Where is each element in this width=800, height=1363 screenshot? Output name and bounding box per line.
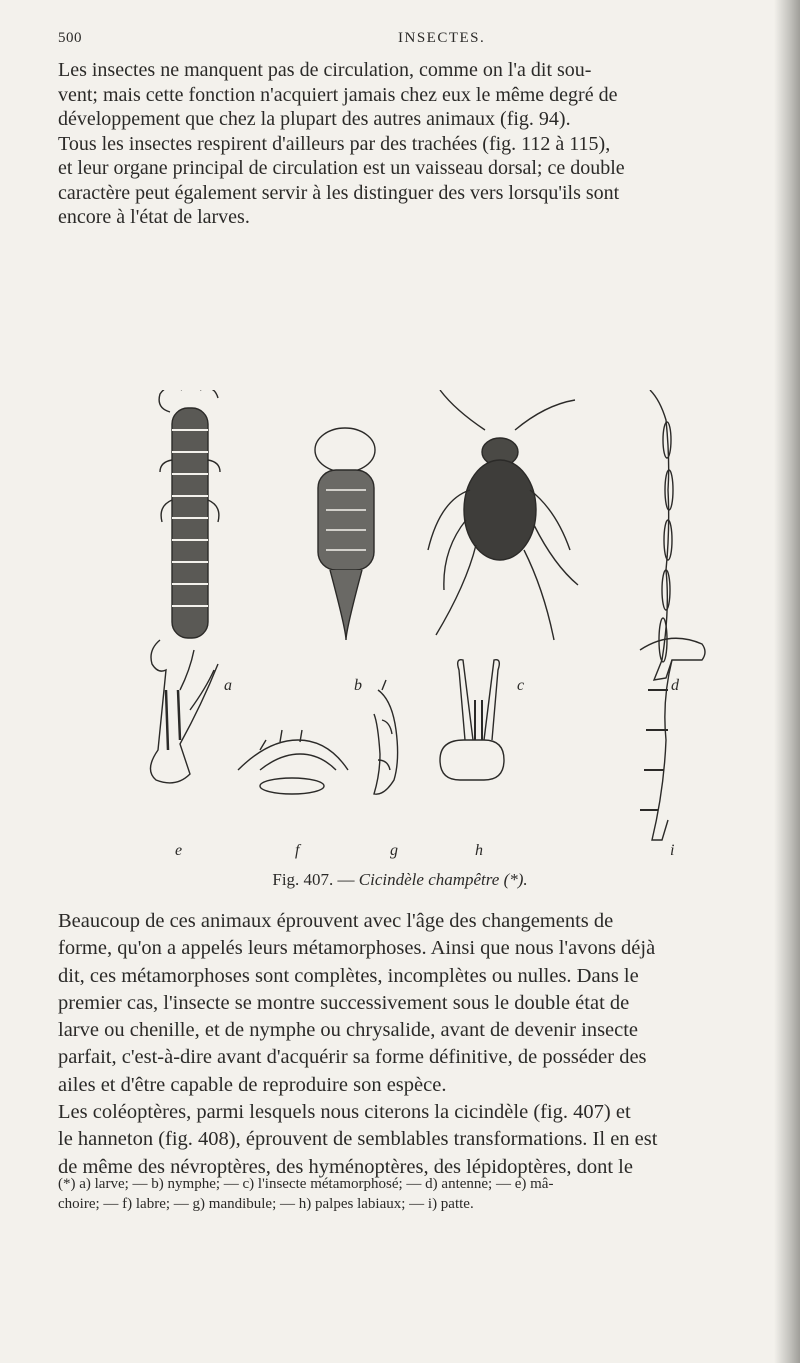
text-line: le hanneton (fig. 408), éprouvent de semblables transformations. Il en est bbox=[58, 1128, 658, 1151]
text-line: vent; mais cette fonction n'acquiert jamais chez eux le même degré de bbox=[58, 83, 618, 106]
figure-caption bbox=[0, 870, 800, 890]
text-line: Les coléoptères, parmi lesquels nous citerons la cicindèle (fig. 407) et bbox=[58, 1101, 631, 1124]
figure-letter-e: e bbox=[175, 842, 183, 859]
maxilla-drawing bbox=[150, 640, 218, 783]
text-line: ailes et d'être capable de reproduire son espèce. bbox=[58, 1073, 447, 1096]
figure-cicindele bbox=[120, 390, 740, 860]
text-line: développement que chez la plupart des autres animaux (fig. 94). bbox=[58, 108, 571, 130]
text-line: Tous les insectes respirent d'ailleurs par des trachées (fig. 112 à 115), bbox=[58, 132, 611, 155]
figure-letter-h: h bbox=[475, 842, 483, 859]
mandible-drawing bbox=[374, 680, 398, 794]
footnote-line: (*) a) larve; — b) nymphe; — c) l'insecte métamorphosé; — d) antenne; — e) mâ- bbox=[58, 1176, 554, 1192]
figure-letter-b: b bbox=[354, 677, 362, 694]
nymph-drawing bbox=[315, 428, 375, 640]
paragraph-metamorphoses bbox=[58, 908, 770, 1181]
figure-letter-a: a bbox=[224, 677, 232, 694]
larva-drawing bbox=[159, 390, 220, 638]
paragraph-circulation bbox=[58, 58, 770, 230]
text-line: dit, ces métamorphoses sont complètes, incomplètes ou nulles. Dans le bbox=[58, 964, 639, 987]
text-line: Les insectes ne manquent pas de circulation, comme on l'a dit sou- bbox=[58, 59, 592, 81]
footnote-line: choire; — f) labre; — g) mandibule; — h) palpes labiaux; — i) patte. bbox=[58, 1196, 474, 1212]
antenna-drawing bbox=[650, 390, 673, 680]
text-line: caractère peut également servir à les distinguer des vers lorsqu'ils sont bbox=[58, 181, 620, 204]
caption-label: Fig. 407. — bbox=[272, 870, 355, 889]
figure-letter-i: i bbox=[670, 842, 675, 859]
labrum-drawing bbox=[238, 730, 348, 794]
figure-letter-g: g bbox=[390, 842, 398, 859]
figure-illustration bbox=[120, 390, 740, 860]
text-line: forme, qu'on a appelés leurs métamorphoses. Ainsi que nous l'avons déjà bbox=[58, 937, 656, 960]
caption-title: Cicindèle champêtre (*). bbox=[358, 870, 528, 889]
text-line: larve ou chenille, et de nymphe ou chrysalide, avant de devenir insecte bbox=[58, 1019, 639, 1042]
page-header bbox=[58, 30, 748, 54]
beetle-drawing bbox=[428, 390, 578, 640]
text-line: parfait, c'est-à-dire avant d'acquérir sa forme définitive, de posséder des bbox=[58, 1046, 647, 1069]
text-line: encore à l'état de larves. bbox=[58, 206, 250, 228]
footnote bbox=[58, 1174, 770, 1214]
text-line: Beaucoup de ces animaux éprouvent avec l'âge des changements de bbox=[58, 910, 614, 932]
text-line: de même des névroptères, des hyménoptères, des lépidoptères, dont le bbox=[58, 1155, 633, 1178]
figure-letter-c: c bbox=[517, 677, 525, 694]
labial-palps-drawing bbox=[440, 660, 504, 780]
text-line: premier cas, l'insecte se montre successivement sous le double état de bbox=[58, 991, 630, 1014]
running-title: INSECTES. bbox=[398, 30, 486, 46]
text-line: et leur organe principal de circulation est un vaisseau dorsal; ce double bbox=[58, 157, 625, 179]
page-edge-shadow bbox=[774, 0, 800, 1363]
page-number: 500 bbox=[58, 30, 82, 46]
figure-letter-f: f bbox=[295, 842, 300, 859]
leg-drawing bbox=[640, 638, 705, 840]
figure-letter-d: d bbox=[671, 677, 679, 694]
